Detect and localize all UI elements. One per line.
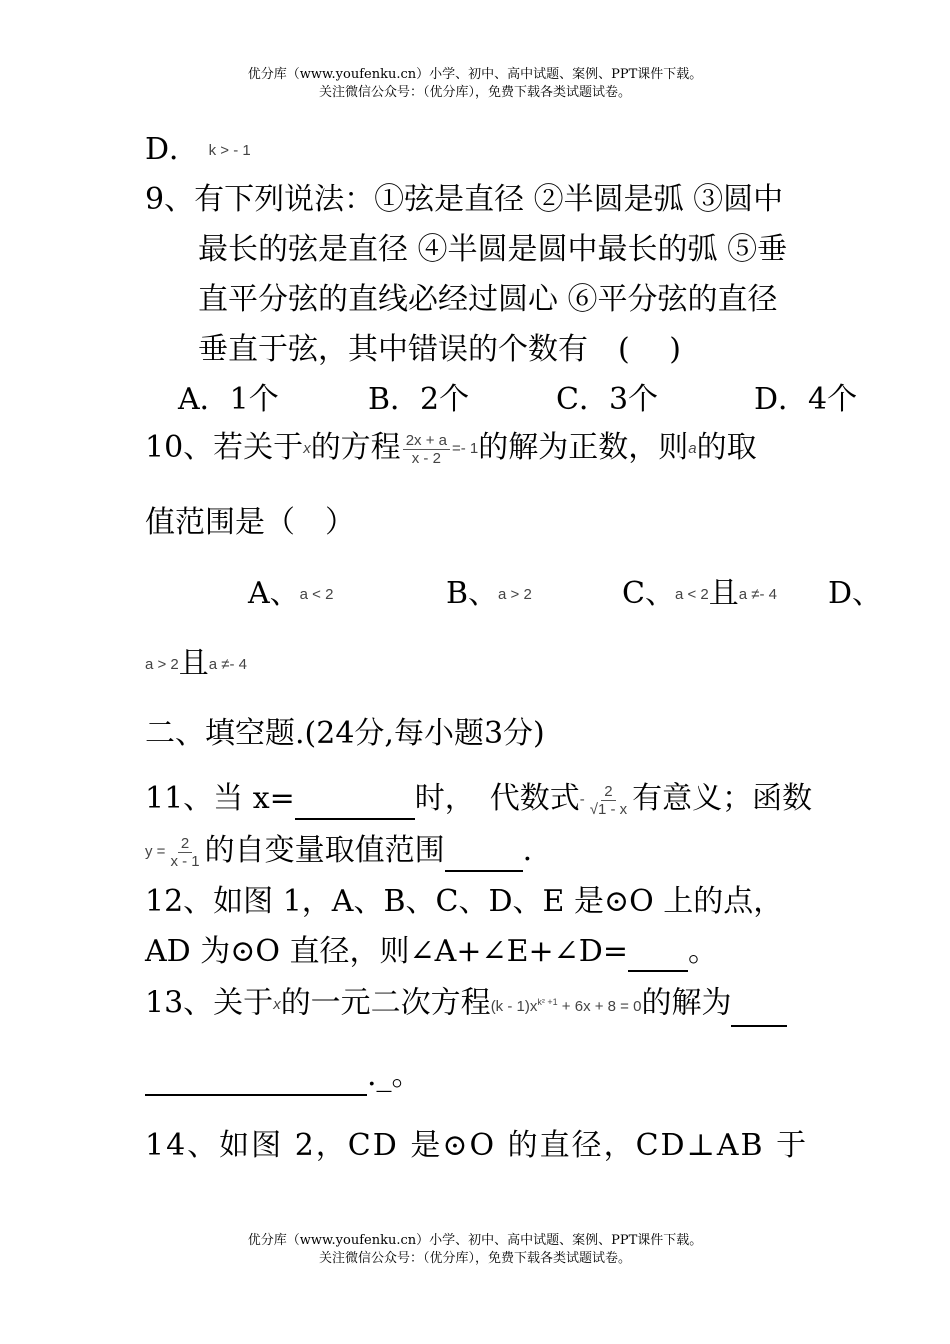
header-line-2: 关注微信公众号：（优分库），免费下载各类试题试卷。 bbox=[318, 85, 631, 100]
q10-option-d-and: 且 bbox=[178, 646, 209, 681]
q10-mid: 的方程 bbox=[310, 430, 401, 465]
q13-suffix: 的解为 bbox=[641, 985, 732, 1021]
q10-option-d-label: D、 bbox=[828, 576, 883, 611]
q9-line-1: 9、有下列说法：①弦是直径 ②半圆是弧 ③圆中 bbox=[145, 182, 784, 217]
q10-suffix-1: 的解为正数，则 bbox=[478, 430, 689, 465]
q9-option-a: A．1个 bbox=[178, 382, 279, 417]
q11-end: . bbox=[522, 833, 533, 868]
q10-option-c-and: 且 bbox=[708, 576, 739, 611]
q11-func-numerator: 2 bbox=[178, 835, 192, 853]
q9-line-2: 最长的弦是直径 ④半圆是圆中最长的弧 ⑤垂 bbox=[198, 232, 788, 267]
q10-line-1 bbox=[145, 428, 757, 469]
q10-option-b-math: a > 2 bbox=[498, 586, 532, 603]
q13-line-2 bbox=[145, 1056, 422, 1096]
q10-option-c-label: C、 bbox=[622, 576, 675, 611]
q11-line-1 bbox=[145, 779, 812, 820]
q12-blank bbox=[628, 940, 688, 972]
q10-equation-fraction bbox=[403, 432, 450, 467]
q13-eq-part-1: (k - 1)x bbox=[490, 998, 538, 1015]
q13-blank-2 bbox=[145, 1064, 367, 1096]
q10-option-a-label: A、 bbox=[248, 576, 300, 611]
q9-line-4: 垂直于弦，其中错误的个数有 ( ) bbox=[198, 332, 681, 367]
q14-line-1: 14、如图 2，CD 是⊙O 的直径，CD⊥AB 于 bbox=[145, 1128, 809, 1163]
q11-expr-sign: - bbox=[579, 791, 585, 808]
q10-eq-numerator: 2x + a bbox=[403, 432, 450, 450]
q10-option-d-math-2: a ≠- 4 bbox=[208, 656, 248, 673]
q10-eq-denominator: x - 2 bbox=[411, 449, 441, 467]
q11-prefix: 11、当 x= bbox=[145, 781, 295, 816]
footer-line-1: 优分库（www.youfenku.cn）小学、初中、高中试题、案例、PPT课件下载。 bbox=[247, 1233, 703, 1248]
q11-expr-numerator: 2 bbox=[601, 783, 615, 801]
q10-var-x: x bbox=[303, 440, 311, 457]
q8-option-d-math: k > - 1 bbox=[208, 142, 251, 159]
section-2-title: 二、填空题.(24分,每小题3分) bbox=[145, 716, 545, 751]
q10-option-d-math-1: a > 2 bbox=[145, 656, 179, 673]
q11-blank-x bbox=[295, 788, 415, 820]
q9-option-b: B．2个 bbox=[368, 382, 470, 417]
q13-line-2-end: ._。 bbox=[367, 1058, 422, 1093]
q13-blank-1 bbox=[731, 995, 787, 1027]
q10-option-b bbox=[446, 574, 532, 615]
q12-line-1: 12、如图 1，A、B、C、D、E 是⊙O 上的点， bbox=[145, 884, 784, 919]
q11-line-2 bbox=[145, 831, 532, 872]
q10-prefix: 10、若关于 bbox=[145, 430, 304, 465]
q10-option-d-continued bbox=[145, 644, 247, 685]
q9-option-c: C．3个 bbox=[556, 382, 659, 417]
q10-option-c bbox=[622, 574, 777, 615]
q13-prefix: 13、关于 bbox=[145, 985, 274, 1021]
q12-line-2-prefix: AD 为⊙O 直径，则∠A+∠E+∠D= bbox=[145, 934, 628, 969]
header-line-1: 优分库（www.youfenku.cn）小学、初中、高中试题、案例、PPT课件下载。 bbox=[247, 67, 703, 82]
q11-func-fraction bbox=[167, 835, 202, 870]
q10-option-a-math: a < 2 bbox=[299, 586, 334, 603]
q11-expr-fraction bbox=[587, 783, 630, 818]
q11-expr-denominator: √1 - x bbox=[589, 800, 628, 818]
q11-func-denominator: x - 1 bbox=[170, 852, 200, 870]
q11-suffix: 的自变量取值范围 bbox=[204, 833, 445, 868]
q10-option-c-math-2: a ≠- 4 bbox=[738, 586, 777, 603]
q10-option-b-label: B、 bbox=[446, 576, 499, 611]
q11-mid-2: 有意义；函数 bbox=[632, 781, 813, 816]
q13-eq-part-2: + 6x + 8 = 0 bbox=[561, 998, 642, 1015]
q13-var-x: x bbox=[273, 995, 281, 1013]
q13-equation bbox=[491, 982, 642, 1027]
q9-option-d: D．4个 bbox=[754, 382, 858, 417]
q10-line-2: 值范围是（ ） bbox=[145, 505, 355, 540]
q10-eq-rhs: =- 1 bbox=[451, 440, 479, 457]
q13-eq-exponent: k² +1 bbox=[537, 997, 558, 1007]
q12-line-2-end: 。 bbox=[687, 934, 718, 969]
q10-option-a bbox=[248, 574, 333, 615]
q10-option-c-math-1: a < 2 bbox=[674, 586, 709, 603]
footer-line-2: 关注微信公众号：（优分库），免费下载各类试题试卷。 bbox=[318, 1251, 631, 1266]
q12-line-2 bbox=[145, 932, 718, 972]
q11-mid-1: 时， 代数式 bbox=[414, 781, 580, 816]
q11-blank-range bbox=[445, 840, 523, 872]
q9-line-3: 直平分弦的直线必经过圆心 ⑥平分弦的直径 bbox=[198, 282, 778, 317]
q10-suffix-2: 的取 bbox=[696, 430, 757, 465]
q13-line-1 bbox=[145, 982, 787, 1027]
q8-option-d-label: D． bbox=[145, 132, 200, 167]
q8-option-d bbox=[145, 130, 251, 171]
q13-mid: 的一元二次方程 bbox=[280, 985, 491, 1021]
q10-var-a: a bbox=[688, 440, 697, 457]
q11-func-lhs: y = bbox=[145, 843, 166, 860]
